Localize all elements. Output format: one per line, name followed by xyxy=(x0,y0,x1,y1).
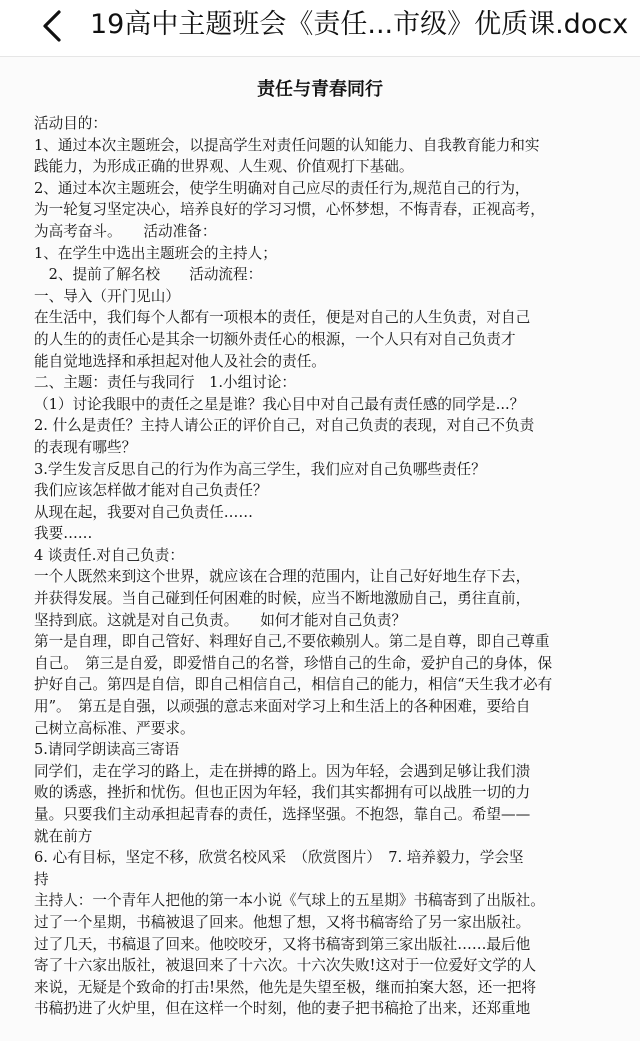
document-page[interactable] xyxy=(0,56,640,1041)
document-title: 19高中主题班会《责任...市级》优质课.docx xyxy=(90,9,629,40)
document-line: 来说，无疑是个致命的打击!果然，他先是失望至极，继而拍案大怒，还一把将 xyxy=(34,978,537,996)
document-line: 书稿扔进了火炉里，但在这样一个时刻，他的妻子把书稿抢了出来，还郑重地 xyxy=(34,1000,531,1018)
document-line: 量。只要我们主动承担起青春的责任，选择坚强。不抱怨，靠自己。希望—— xyxy=(34,806,531,823)
document-line: 2、提前了解名校 活动流程： xyxy=(34,266,263,284)
document-line: 第一是自理，即自己管好、料理好自己,不要依赖别人。第二是自尊，即自己尊重 xyxy=(34,633,550,651)
document-line: 4 谈责任.对自己负责： xyxy=(34,546,184,564)
document-line: 在生活中，我们每个人都有一项根本的责任，便是对自己的人生负责，对自己 xyxy=(34,309,531,327)
document-line: 的表现有哪些？ xyxy=(34,438,137,456)
document-line: 我要…… xyxy=(34,525,93,543)
document-line: 二、主题：责任与我同行 1.小组讨论： xyxy=(34,374,297,392)
document-line: 坚持到底。这就是对自己负责。 如何才能对自己负责？ xyxy=(34,611,407,629)
document-line: 同学们，走在学习的路上，走在拼搏的路上。因为年轻，会遇到足够让我们溃 xyxy=(34,762,531,780)
document-heading: 责任与青春同行 xyxy=(257,79,383,100)
document-line: 3.学生发言反思自己的行为作为高三学生，我们应对自己负哪些责任？ xyxy=(34,460,486,478)
document-line: 活动目的： xyxy=(34,115,107,132)
document-line: 己树立高标准、严要求。 xyxy=(34,719,195,737)
document-line: 过了一个星期，书稿被退了回来。他想了想，又将书稿寄给了另一家出版社。 xyxy=(34,913,531,931)
document-line: 败的诱惑，挫折和忧伤。但也正因为年轻，我们其实都拥有可以战胜一切的力 xyxy=(34,784,531,802)
document-line: 过了几天，书稿退了回来。他咬咬牙，又将书稿寄到第三家出版社……最后他 xyxy=(34,935,531,953)
document-line: 2. 什么是责任？主持人请公正的评价自己，对自己负责的表现，对自己不负责 xyxy=(34,417,535,435)
document-line: 从现在起，我要对自己负责任…… xyxy=(34,503,253,521)
document-line: 我们应该怎样做才能对自己负责任？ xyxy=(34,482,268,500)
document-line: 自己。 第三是自爱，即爱惜自己的名誉，珍惜自己的生命，爱护自己的身体，保 xyxy=(34,654,553,672)
document-line: 为高考奋斗。 活动准备： xyxy=(34,222,217,240)
document-line: 为一轮复习坚定决心，培养良好的学习习惯，心怀梦想，不悔青春，正视高考， xyxy=(34,201,545,219)
back-button[interactable] xyxy=(30,4,74,48)
document-line: 护好自己。第四是自信，即自己相信自己，相信自己的能力，相信“天生我才必有 xyxy=(34,676,553,694)
document-line: （1）讨论我眼中的责任之星是谁？我心目中对自己最有责任感的同学是...？ xyxy=(34,395,525,413)
document-line: 主持人：一个青年人把他的第一本小说《气球上的五星期》书稿寄到了出版社。 xyxy=(34,892,545,910)
document-line: 一、导入（开门见山） xyxy=(34,287,180,305)
chevron-left-icon xyxy=(41,9,63,43)
document-line: 践能力，为形成正确的世界观、人生观、价值观打下基础。 xyxy=(34,158,414,176)
document-line: 1、通过本次主题班会，以提高学生对责任问题的认知能力、自我教育能力和实 xyxy=(34,136,540,154)
document-line: 1、在学生中选出主题班会的主持人； xyxy=(34,244,277,262)
document-line: 6. 心有目标，坚定不移，欣赏名校风采 （欣赏图片） 7. 培养毅力，学会坚 xyxy=(34,849,524,867)
document-line: 5.请同学朗读高三寄语 xyxy=(34,741,180,759)
document-line: 一个人既然来到这个世界，就应该在合理的范围内，让自己好好地生存下去， xyxy=(34,568,531,586)
document-line: 就在前方 xyxy=(34,827,93,845)
top-toolbar xyxy=(0,0,640,52)
document-line: 2、通过本次主题班会，使学生明确对自己应尽的责任行为,规范自己的行为， xyxy=(34,179,530,197)
document-line: 用”。 第五是自强，以顽强的意志来面对学习上和生活上的各种困难，要给自 xyxy=(34,698,531,716)
document-line: 的人生的的责任心是其余一切额外责任心的根源，一个人只有对自己负责才 xyxy=(34,330,516,348)
document-line: 寄了十六家出版社，被退回来了十六次。十六次失败!这对于一位爱好文学的人 xyxy=(34,957,537,975)
document-line: 能自觉地选择和承担起对他人及社会的责任。 xyxy=(34,352,326,370)
document-line: 并获得发展。当自己碰到任何困难的时候，应当不断地激励自己，勇往直前， xyxy=(34,590,531,608)
document-body xyxy=(34,113,626,1020)
document-line: 持 xyxy=(34,870,49,888)
